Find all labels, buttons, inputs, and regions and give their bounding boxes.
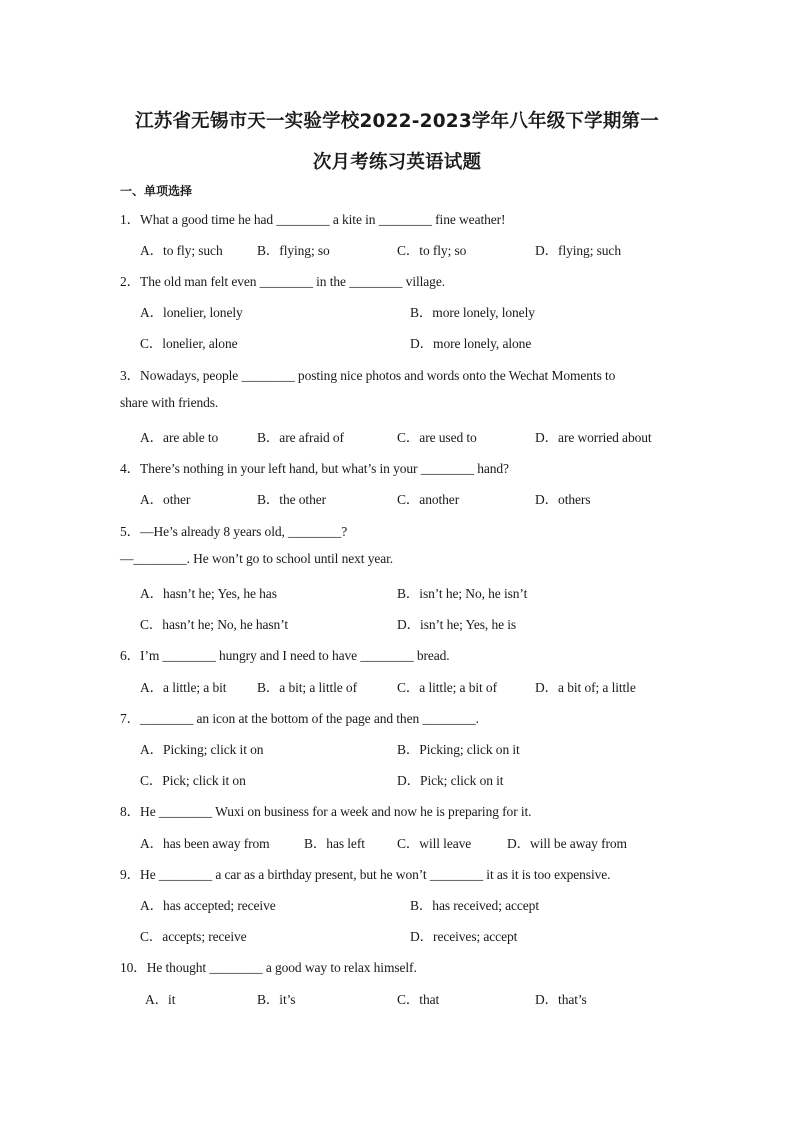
question-6-option-d[interactable]: D．a bit of; a little: [535, 680, 636, 695]
question-2-option-b[interactable]: B．more lonely, lonely: [410, 305, 535, 320]
question-10-option-d[interactable]: D．that’s: [535, 992, 587, 1007]
question-4-option-b[interactable]: B．the other: [257, 492, 327, 507]
question-4-option-a[interactable]: A．other: [140, 492, 191, 507]
page-title-line1: 江苏省无锡市天一实验学校2022-2023学年八年级下学期第一: [135, 111, 659, 132]
question-2-option-a[interactable]: A．lonelier, lonely: [140, 305, 243, 320]
question-9-option-d[interactable]: D．receives; accept: [410, 929, 518, 944]
question-1-stem: 1．What a good time he had ________ a kite in ________ fine weather!: [120, 212, 506, 227]
question-2-stem: 2．The old man felt even ________ in the ________ village.: [120, 274, 445, 289]
question-7-stem: 7．________ an icon at the bottom of the page and then ________.: [120, 711, 479, 726]
question-9-option-c[interactable]: C．accepts; receive: [140, 929, 247, 944]
question-7-option-c[interactable]: C．Pick; click it on: [140, 773, 246, 788]
question-5-option-a[interactable]: A．hasn’t he; Yes, he has: [140, 586, 277, 601]
question-1-option-c[interactable]: C．to fly; so: [397, 243, 467, 258]
question-10-option-a[interactable]: A．it: [145, 992, 176, 1007]
question-5-option-c[interactable]: C．hasn’t he; No, he hasn’t: [140, 617, 289, 632]
question-6-option-a[interactable]: A．a little; a bit: [140, 680, 227, 695]
question-9-option-a[interactable]: A．has accepted; receive: [140, 898, 276, 913]
question-8-option-d[interactable]: D．will be away from: [507, 836, 627, 851]
question-3-option-a[interactable]: A．are able to: [140, 430, 219, 445]
question-10-option-c[interactable]: C．that: [397, 992, 440, 1007]
question-1-option-d[interactable]: D．flying; such: [535, 243, 621, 258]
question-7-option-d[interactable]: D．Pick; click on it: [397, 773, 504, 788]
question-3-stem-cont: share with friends.: [120, 395, 219, 410]
question-5-stem: 5．—He’s already 8 years old, ________?: [120, 524, 348, 539]
question-3-option-c[interactable]: C．are used to: [397, 430, 477, 445]
question-5-stem-cont: —________. He won’t go to school until next year.: [120, 551, 394, 566]
question-7-option-b[interactable]: B．Picking; click on it: [397, 742, 520, 757]
question-1-option-b[interactable]: B．flying; so: [257, 243, 330, 258]
question-10-stem: 10．He thought ________ a good way to relax himself.: [120, 960, 417, 975]
question-2-option-d[interactable]: D．more lonely, alone: [410, 336, 532, 351]
question-4-option-c[interactable]: C．another: [397, 492, 460, 507]
question-7-option-a[interactable]: A．Picking; click it on: [140, 742, 264, 757]
question-8-option-b[interactable]: B．has left: [304, 836, 365, 851]
question-1-option-a[interactable]: A．to fly; such: [140, 243, 223, 258]
question-4-option-d[interactable]: D．others: [535, 492, 591, 507]
question-9-option-b[interactable]: B．has received; accept: [410, 898, 539, 913]
question-5-option-b[interactable]: B．isn’t he; No, he isn’t: [397, 586, 528, 601]
question-8-option-a[interactable]: A．has been away from: [140, 836, 270, 851]
question-5-option-d[interactable]: D．isn’t he; Yes, he is: [397, 617, 517, 632]
question-3-option-b[interactable]: B．are afraid of: [257, 430, 344, 445]
question-6-option-c[interactable]: C．a little; a bit of: [397, 680, 497, 695]
question-8-option-c[interactable]: C．will leave: [397, 836, 472, 851]
page-title-line2: 次月考练习英语试题: [312, 152, 482, 173]
question-8-stem: 8．He ________ Wuxi on business for a week and now he is preparing for it.: [120, 804, 532, 819]
question-3-stem: 3．Nowadays, people ________ posting nice photos and words onto the Wechat Moments to: [120, 368, 616, 383]
section-heading: 一、单项选择: [120, 184, 193, 198]
question-2-option-c[interactable]: C．lonelier, alone: [140, 336, 238, 351]
question-4-stem: 4．There’s nothing in your left hand, but what’s in your ________ hand?: [120, 461, 509, 476]
question-9-stem: 9．He ________ a car as a birthday present, but he won’t ________ it as it is too expensive.: [120, 867, 611, 882]
question-3-option-d[interactable]: D．are worried about: [535, 430, 652, 445]
question-6-stem: 6．I’m ________ hungry and I need to have ________ bread.: [120, 648, 450, 663]
question-10-option-b[interactable]: B．it’s: [257, 992, 296, 1007]
question-6-option-b[interactable]: B．a bit; a little of: [257, 680, 357, 695]
